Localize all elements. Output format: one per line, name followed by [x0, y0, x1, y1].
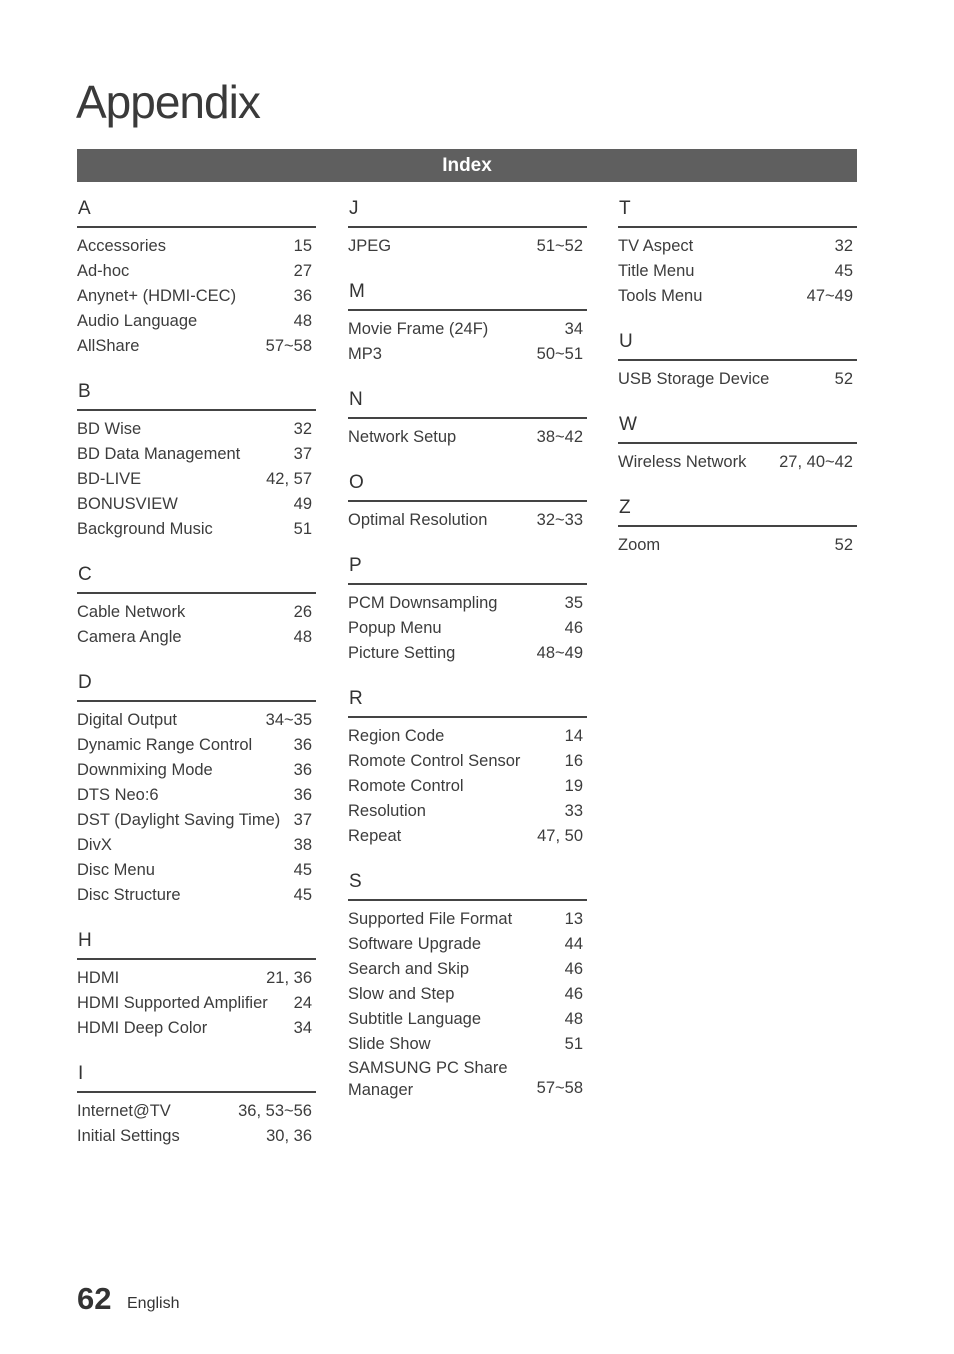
- index-entry-name: Wireless Network: [618, 453, 747, 471]
- index-section-r: [348, 686, 587, 849]
- index-entry-pages: 36, 53~56: [238, 1102, 312, 1120]
- index-entry-pages: 34: [564, 320, 583, 338]
- index-entry: [77, 284, 316, 309]
- index-entry: [77, 883, 316, 908]
- index-entry-name: Slow and Step: [348, 985, 455, 1003]
- index-entry-name: Software Upgrade: [348, 935, 481, 953]
- section-divider: [348, 716, 587, 718]
- section-divider: [348, 583, 587, 585]
- index-entry-name: HDMI: [77, 969, 120, 987]
- index-section-d: [77, 670, 316, 908]
- index-letter-heading: T: [619, 198, 631, 219]
- index-entry: [618, 284, 857, 309]
- index-entry-pages: 47, 50: [537, 827, 583, 845]
- index-entry-pages: 24: [293, 994, 312, 1012]
- index-letter-heading: C: [78, 564, 92, 585]
- index-entry-name: Anynet+ (HDMI-CEC): [77, 287, 237, 305]
- index-entry-pages: 14: [564, 727, 583, 745]
- index-entry-pages: 57~58: [536, 1079, 583, 1097]
- index-entry-name: SAMSUNG PC Share Manager: [348, 1059, 508, 1099]
- index-entry-name: Region Code: [348, 727, 445, 745]
- index-entry-name: Romote Control Sensor: [348, 752, 521, 770]
- index-entry: [77, 1124, 316, 1149]
- index-entry-name: BD Data Management: [77, 445, 241, 463]
- section-divider: [618, 359, 857, 361]
- index-section-j: [348, 196, 587, 259]
- index-entry: [618, 367, 857, 392]
- index-entry-name: Initial Settings: [77, 1127, 180, 1145]
- section-divider: [348, 309, 587, 311]
- index-entry-pages: 34~35: [265, 711, 312, 729]
- index-entry: [77, 492, 316, 517]
- index-entry: [348, 907, 587, 932]
- index-entry-name: DTS Neo:6: [77, 786, 159, 804]
- index-entry-pages: 13: [564, 910, 583, 928]
- index-entry-name: Background Music: [77, 520, 213, 538]
- index-entry-pages: 57~58: [265, 337, 312, 355]
- index-entry-pages: 51~52: [536, 237, 583, 255]
- index-entry-pages: 33: [564, 802, 583, 820]
- index-entry: [348, 799, 587, 824]
- index-entry: [77, 808, 316, 833]
- index-entry: [348, 724, 587, 749]
- index-entry-pages: 46: [564, 985, 583, 1003]
- index-section-u: [618, 329, 857, 392]
- index-entry-pages: 15: [293, 237, 312, 255]
- index-letter-heading: O: [349, 472, 364, 493]
- index-entry-name: Picture Setting: [348, 644, 456, 662]
- index-entry: [77, 517, 316, 542]
- index-entry-name: Audio Language: [77, 312, 198, 330]
- index-letter-heading: U: [619, 331, 633, 352]
- page-number: 62: [77, 1281, 112, 1316]
- index-letter-heading: I: [78, 1063, 84, 1084]
- index-entry-name: Tools Menu: [618, 287, 703, 305]
- index-section-z: [618, 495, 857, 558]
- index-entry-name: Downmixing Mode: [77, 761, 213, 779]
- index-entry-name: Slide Show: [348, 1035, 431, 1053]
- index-entry: [77, 600, 316, 625]
- index-entry: [77, 334, 316, 359]
- index-entry-pages: 32: [293, 420, 312, 438]
- index-entry: [618, 259, 857, 284]
- index-entry: [348, 982, 587, 1007]
- index-letter-heading: A: [78, 198, 91, 219]
- index-entry: [348, 508, 587, 533]
- index-banner: Index: [77, 149, 857, 182]
- index-entry-name: Disc Menu: [77, 861, 155, 879]
- index-entry-name: Subtitle Language: [348, 1010, 482, 1028]
- index-entry: [77, 758, 316, 783]
- page-language: English: [127, 1295, 180, 1312]
- index-letter-heading: B: [78, 381, 91, 402]
- index-entry-pages: 38: [293, 836, 312, 854]
- index-section-b: [77, 379, 316, 542]
- index-entry-pages: 37: [293, 445, 312, 463]
- index-entry-pages: 52: [834, 536, 853, 554]
- index-section-n: [348, 387, 587, 450]
- index-entry-pages: 47~49: [806, 287, 853, 305]
- index-entry: [77, 833, 316, 858]
- index-entry-name: USB Storage Device: [618, 370, 770, 388]
- index-entry-name: Supported File Format: [348, 910, 513, 928]
- index-entry: [348, 1032, 587, 1057]
- index-entry-name: Cable Network: [77, 603, 186, 621]
- index-entry-name: Search and Skip: [348, 960, 470, 978]
- index-entry-pages: 21, 36: [266, 969, 312, 987]
- index-entry: [77, 1099, 316, 1124]
- index-entry-pages: 46: [564, 619, 583, 637]
- index-entry-pages: 27: [293, 262, 312, 280]
- index-entry-pages: 48~49: [536, 644, 583, 662]
- index-entry-name: DivX: [77, 836, 112, 854]
- index-entry-pages: 52: [834, 370, 853, 388]
- index-entry-name: Optimal Resolution: [348, 511, 488, 529]
- index-entry-pages: 35: [564, 594, 583, 612]
- index-letter-heading: P: [349, 555, 362, 576]
- index-entry: [348, 425, 587, 450]
- section-divider: [77, 592, 316, 594]
- index-letter-heading: Z: [619, 497, 631, 518]
- index-letter-heading: R: [349, 688, 363, 709]
- index-entry-pages: 45: [834, 262, 853, 280]
- index-entry-name: Zoom: [618, 536, 661, 554]
- index-entry-name: Movie Frame (24F): [348, 320, 489, 338]
- index-entry-pages: 48: [564, 1010, 583, 1028]
- index-entry-pages: 50~51: [536, 345, 583, 363]
- index-entry-pages: 36: [293, 736, 312, 754]
- index-entry-name: Popup Menu: [348, 619, 442, 637]
- index-entry: [348, 1057, 587, 1101]
- index-entry-pages: 45: [293, 886, 312, 904]
- section-divider: [77, 409, 316, 411]
- section-divider: [618, 525, 857, 527]
- index-section-h: [77, 928, 316, 1041]
- section-divider: [348, 417, 587, 419]
- index-entry: [348, 957, 587, 982]
- index-entry: [77, 442, 316, 467]
- index-entry-pages: 46: [564, 960, 583, 978]
- index-entry-pages: 45: [293, 861, 312, 879]
- index-section-o: [348, 470, 587, 533]
- index-entry: [618, 450, 857, 475]
- index-entry: [77, 625, 316, 650]
- index-entry: [77, 733, 316, 758]
- index-entry-pages: 30, 36: [266, 1127, 312, 1145]
- section-divider: [77, 958, 316, 960]
- index-entry-name: BD-LIVE: [77, 470, 142, 488]
- index-section-i: [77, 1061, 316, 1149]
- index-letter-heading: M: [349, 281, 365, 302]
- section-divider: [618, 226, 857, 228]
- index-entry: [77, 858, 316, 883]
- index-letter-heading: J: [349, 198, 359, 219]
- index-entry-pages: 37: [293, 811, 312, 829]
- index-letter-heading: N: [349, 389, 363, 410]
- index-entry-pages: 19: [564, 777, 583, 795]
- index-entry-pages: 51: [564, 1035, 583, 1053]
- index-entry: [348, 317, 587, 342]
- page-title: Appendix: [76, 76, 260, 128]
- index-entry-pages: 34: [293, 1019, 312, 1037]
- index-entry: [348, 824, 587, 849]
- index-entry: [348, 342, 587, 367]
- index-entry-pages: 27, 40~42: [779, 453, 853, 471]
- index-entry-name: Resolution: [348, 802, 426, 820]
- index-entry-name: Title Menu: [618, 262, 695, 280]
- index-entry: [618, 234, 857, 259]
- index-entry: [348, 1007, 587, 1032]
- section-divider: [348, 226, 587, 228]
- index-entry-pages: 36: [293, 287, 312, 305]
- index-entry-pages: 49: [293, 495, 312, 513]
- index-letter-heading: S: [349, 871, 362, 892]
- section-divider: [77, 1091, 316, 1093]
- index-entry: [348, 774, 587, 799]
- index-letter-heading: W: [619, 414, 637, 435]
- index-letter-heading: H: [78, 930, 92, 951]
- index-entry-pages: 51: [293, 520, 312, 538]
- index-entry: [77, 309, 316, 334]
- index-entry-pages: 36: [293, 786, 312, 804]
- index-entry-name: BONUSVIEW: [77, 495, 178, 513]
- index-entry-name: JPEG: [348, 237, 392, 255]
- section-divider: [618, 442, 857, 444]
- index-entry: [77, 259, 316, 284]
- index-section-w: [618, 412, 857, 475]
- index-entry-name: Network Setup: [348, 428, 457, 446]
- index-entry-name: Internet@TV: [77, 1102, 171, 1120]
- index-entry-name: Disc Structure: [77, 886, 181, 904]
- index-entry-name: Dynamic Range Control: [77, 736, 253, 754]
- index-section-a: [77, 196, 316, 359]
- section-divider: [77, 226, 316, 228]
- index-entry: [348, 641, 587, 666]
- section-divider: [77, 700, 316, 702]
- index-letter-heading: D: [78, 672, 92, 693]
- index-entry-name: Romote Control: [348, 777, 464, 795]
- index-entry: [77, 234, 316, 259]
- index-entry: [348, 616, 587, 641]
- index-column-2: [348, 196, 587, 1121]
- index-entry-name: Accessories: [77, 237, 166, 255]
- index-entry-name: HDMI Supported Amplifier: [77, 994, 268, 1012]
- index-entry-pages: 48: [293, 312, 312, 330]
- index-entry-pages: 42, 57: [266, 470, 312, 488]
- index-entry-name: PCM Downsampling: [348, 594, 498, 612]
- index-entry-pages: 36: [293, 761, 312, 779]
- index-entry: [77, 1016, 316, 1041]
- index-entry: [77, 783, 316, 808]
- index-section-m: [348, 279, 587, 367]
- index-entry-pages: 16: [564, 752, 583, 770]
- index-entry-name: Camera Angle: [77, 628, 182, 646]
- index-entry: [348, 932, 587, 957]
- index-entry-pages: 38~42: [536, 428, 583, 446]
- index-entry-name: Ad-hoc: [77, 262, 130, 280]
- index-entry-name: DST (Daylight Saving Time): [77, 811, 281, 829]
- index-entry: [618, 533, 857, 558]
- index-column-1: [77, 196, 316, 1169]
- index-section-p: [348, 553, 587, 666]
- index-entry: [348, 749, 587, 774]
- index-entry-pages: 26: [293, 603, 312, 621]
- index-entry: [77, 991, 316, 1016]
- index-entry-name: AllShare: [77, 337, 140, 355]
- section-divider: [348, 500, 587, 502]
- index-entry: [77, 467, 316, 492]
- index-entry-name: TV Aspect: [618, 237, 694, 255]
- index-entry-pages: 32: [834, 237, 853, 255]
- index-entry-pages: 48: [293, 628, 312, 646]
- index-entry-name: Digital Output: [77, 711, 177, 729]
- index-section-c: [77, 562, 316, 650]
- index-entry-name: BD Wise: [77, 420, 142, 438]
- index-entry: [77, 708, 316, 733]
- index-entry-name: MP3: [348, 345, 382, 363]
- index-entry: [348, 234, 587, 259]
- index-entry-pages: 32~33: [536, 511, 583, 529]
- index-column-3: [618, 196, 857, 578]
- index-section-s: [348, 869, 587, 1101]
- section-divider: [348, 899, 587, 901]
- index-entry-name: HDMI Deep Color: [77, 1019, 208, 1037]
- index-entry: [77, 966, 316, 991]
- index-entry: [348, 591, 587, 616]
- index-entry-name: Repeat: [348, 827, 402, 845]
- index-section-t: [618, 196, 857, 309]
- index-entry-pages: 44: [564, 935, 583, 953]
- index-entry: [77, 417, 316, 442]
